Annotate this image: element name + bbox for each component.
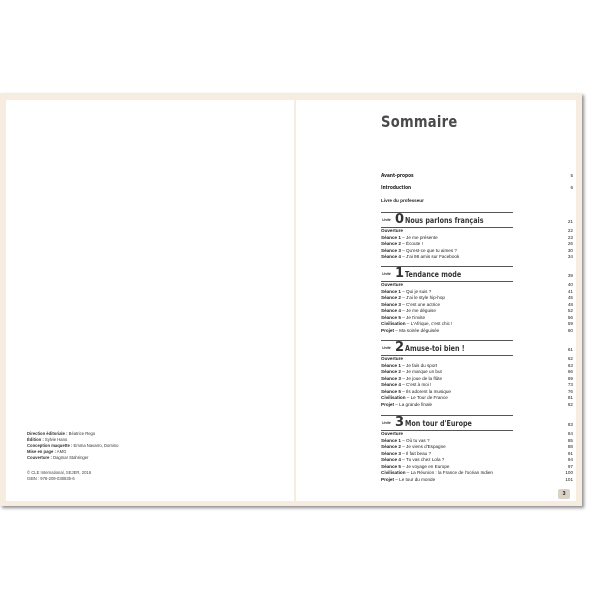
toc-entry-title: – Je fais du sport <box>400 362 438 368</box>
toc-page-number: 62 <box>567 356 573 361</box>
toc-page-number: 41 <box>567 288 573 294</box>
toc-entry-title: – Il fait beau ? <box>400 450 432 456</box>
toc-entry-text <box>381 444 446 450</box>
toc-entry-label: Séance 4 <box>381 382 401 387</box>
toc-page-number: 59 <box>567 321 573 326</box>
toc-page-number: 81 <box>567 395 573 400</box>
toc-entry-label: Projet <box>381 401 395 407</box>
toc-entry-text <box>381 282 403 288</box>
toc-entry-title: – Ils adorent la musique <box>400 388 451 394</box>
toc-entry-title: – J'ai le style hip-hop <box>400 295 445 300</box>
toc-entry-title: – La grande finale <box>394 401 433 407</box>
toc-page-number: 82 <box>567 401 573 407</box>
toc-entry-text <box>381 431 403 437</box>
toc-page-number: 73 <box>567 382 573 387</box>
credit-label: Couverture : <box>27 455 52 461</box>
unit-number: 3 <box>395 415 405 430</box>
copyright-line: © CLE International, SEJER, 2016 <box>27 470 92 475</box>
toc-entry-text: Introduction <box>381 185 412 191</box>
toc-page-number: 30 <box>567 247 573 253</box>
toc-page-number: 76 <box>567 388 573 394</box>
toc-entry-title: – Le Tour de France <box>405 395 448 400</box>
credit-value: Dagmar Stahringer <box>53 455 89 461</box>
unit-page-number: 39 <box>567 273 573 278</box>
toc-entry-title: – Je viens d'Espagne <box>400 444 446 449</box>
isbn-line: ISBN : 978-209-038835-6 <box>27 476 75 482</box>
toc-entry-label: Séance 4 <box>381 254 401 259</box>
toc-entry-label: Séance 3 <box>381 375 401 381</box>
toc-entry-title: – Je joue de la flûte <box>400 375 443 381</box>
credit-value: Béatrice Rego <box>68 431 96 436</box>
toc-page-number: 97 <box>567 463 573 469</box>
unit-tag: Unité <box>382 346 391 350</box>
toc-page-number: 40 <box>567 282 573 287</box>
toc-entry-text <box>381 395 448 401</box>
toc-entry-text <box>381 228 403 234</box>
toc-page-number: 60 <box>567 327 573 333</box>
unit-title: Tendance mode <box>405 270 462 279</box>
credit-label: Mise en page : <box>27 449 56 455</box>
toc-entry-text <box>381 289 431 295</box>
toc-entry-title: – Je marque un but <box>400 369 442 374</box>
toc-entry-title: – Je me présente <box>400 234 438 240</box>
toc-entry-label: Projet <box>381 476 395 482</box>
credit-value: AMG <box>56 449 67 455</box>
toc-entry-title: – C'est une actrice <box>400 301 441 307</box>
toc-entry-text <box>381 241 423 247</box>
unit-heading <box>381 266 573 282</box>
toc-page-number: 48 <box>567 301 573 307</box>
toc-entry-label: Séance 3 <box>381 247 401 253</box>
credits-block <box>27 431 118 461</box>
toc-page-number: 63 <box>567 362 573 368</box>
toc-page-number: 100 <box>565 470 573 475</box>
toc-page-number: 45 <box>567 295 573 300</box>
toc-entry-text: Avant-propos <box>381 173 414 179</box>
toc-entry-text <box>381 315 425 321</box>
toc-entry-text <box>381 356 403 362</box>
toc-entry-text <box>381 477 435 483</box>
toc-entry-title: – Écoute ! <box>400 241 423 246</box>
toc-entry-title: – L'Afrique, c'est chic ! <box>405 321 453 326</box>
unit-title: Amuse-toi bien ! <box>405 344 465 353</box>
unit-number: 0 <box>395 212 405 227</box>
toc-entry-text <box>381 470 493 476</box>
toc-entry-text <box>381 321 452 327</box>
toc-entry-text <box>381 369 442 375</box>
toc-entry-title: – Je me déguise <box>400 308 436 313</box>
credit-value: Emma Navarro, Domino <box>73 443 119 449</box>
toc-entry-title: – Ma soirée déguisée <box>394 327 440 333</box>
toc-entry-label: Séance 5 <box>381 463 401 469</box>
toc-entry-label: Séance 4 <box>381 457 401 462</box>
toc-page-number: 52 <box>567 308 573 313</box>
toc-entry-label: Séance 3 <box>381 301 401 307</box>
toc-entry-label: Séance 3 <box>381 450 401 456</box>
toc-entry-text: Livre du professeur <box>381 198 424 203</box>
toc-entry-label: Projet <box>381 327 395 333</box>
unit-number: 1 <box>395 266 405 281</box>
toc-entry-label: Séance 2 <box>381 241 401 246</box>
toc-page-number: 85 <box>567 437 573 443</box>
toc-page-number: 88 <box>567 444 573 449</box>
toc-entry-label: Séance 2 <box>381 295 401 300</box>
toc-entry-text <box>381 248 457 254</box>
page-title: Sommaire <box>381 112 458 131</box>
toc-entry-label: Séance 5 <box>381 314 401 320</box>
toc-entry-label: Séance 5 <box>381 388 401 394</box>
credit-line <box>27 455 118 461</box>
toc-page-number: 94 <box>567 457 573 462</box>
credit-value: Sylvie Hano <box>44 437 68 443</box>
toc-page-number: 34 <box>567 254 573 259</box>
toc-entry-label: Séance 2 <box>381 369 401 374</box>
toc-page-number: 84 <box>567 431 573 436</box>
legal-block <box>27 470 91 482</box>
toc-entry-label: Séance 1 <box>381 288 401 294</box>
toc-entry-title: – J'ai 98 amis sur Facebook <box>400 254 460 259</box>
toc-entry-text <box>381 235 438 241</box>
toc-entry-text <box>381 295 445 301</box>
unit-page-number: 83 <box>567 422 573 427</box>
toc-entry-title: – C'est à moi ! <box>400 382 432 387</box>
toc-entry-title: – Qu'est-ce que tu aimes ? <box>400 247 457 253</box>
toc-entry-label: Séance 4 <box>381 308 401 313</box>
toc-entry-text <box>381 363 437 369</box>
credit-label: Direction éditoriale : <box>27 431 68 436</box>
toc-entry-text <box>381 402 432 408</box>
unit-heading <box>381 212 573 228</box>
toc-entry-label: Ouverture <box>381 431 403 436</box>
unit-page-number: 21 <box>567 219 573 224</box>
toc-entry-title: – Tu vas chez Lola ? <box>400 457 445 462</box>
toc-entry-label: Séance 2 <box>381 444 401 449</box>
toc-entry-text <box>381 302 440 308</box>
toc-page-number: 66 <box>567 369 573 374</box>
toc-entry-text <box>381 438 430 444</box>
unit-tag: Unité <box>382 272 391 276</box>
toc-entry-title: – Qui je suis ? <box>400 288 432 294</box>
unit-title: Nous parlons français <box>405 216 484 225</box>
toc-entry-text <box>381 382 431 388</box>
unit-heading <box>381 340 573 356</box>
toc-entry-title: – La Réunion : la France de l'océan Indien <box>405 470 493 475</box>
toc-entry-label: Civilisation <box>381 395 406 400</box>
toc-entry-text <box>381 376 442 382</box>
toc-entry-text <box>381 328 439 334</box>
unit-tag: Unité <box>382 218 391 222</box>
toc-entry-text <box>381 389 451 395</box>
toc-entry-label: Séance 1 <box>381 437 401 443</box>
unit-number: 2 <box>395 340 405 355</box>
toc-entry-label: Séance 1 <box>381 234 401 240</box>
toc-entry-title: – Où tu vas ? <box>400 437 430 443</box>
toc-entry-text <box>381 457 444 463</box>
unit-heading <box>381 415 573 431</box>
toc-page-number: 56 <box>567 314 573 320</box>
toc-entry-label: Ouverture <box>381 228 403 233</box>
toc-entry-title: – Le tour du monde <box>394 476 436 482</box>
toc-page-number: 6 <box>570 185 573 190</box>
toc-entry-label: Civilisation <box>381 470 406 475</box>
toc-page-number: 69 <box>567 375 573 381</box>
toc-entry-title: – Je voyage en Europe <box>400 463 450 469</box>
toc-entry-text <box>381 308 436 314</box>
toc-entry-text <box>381 451 431 457</box>
page-number: 3 <box>558 489 570 499</box>
credit-label: Conception maquette : <box>27 443 73 449</box>
toc-entry-label: Séance 1 <box>381 362 401 368</box>
toc-page-number: 26 <box>567 241 573 246</box>
toc-page-number: 5 <box>570 173 573 178</box>
unit-page-number: 61 <box>567 347 573 352</box>
toc-entry-text <box>381 254 459 260</box>
credit-label: Édition : <box>27 437 44 443</box>
toc-entry-label: Civilisation <box>381 321 406 326</box>
unit-title: Mon tour d'Europe <box>405 419 472 428</box>
toc-entry-label: Ouverture <box>381 356 403 361</box>
toc-entry-label: Ouverture <box>381 282 403 287</box>
unit-tag: Unité <box>382 421 391 425</box>
toc-entry-text <box>381 464 449 470</box>
toc-page-number: 101 <box>565 476 573 482</box>
toc-page-number: 22 <box>567 228 573 233</box>
toc-page-number: 91 <box>567 450 573 456</box>
toc-page-number: 23 <box>567 234 573 240</box>
toc-entry-title: – Je t'invite <box>400 314 426 320</box>
